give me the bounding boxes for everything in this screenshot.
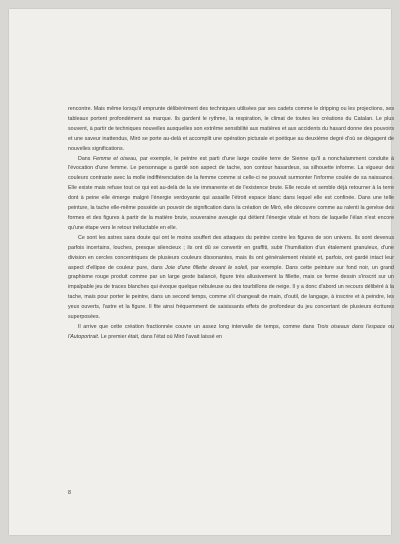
- text-run: . Le premier était, dans l'état où Miró l'avait laissé en: [97, 333, 223, 340]
- paragraph: [68, 155, 394, 234]
- page-number: 8: [68, 490, 71, 496]
- artwork-title: Trois oiseaux dans l'espace: [316, 323, 386, 330]
- artwork-title: Joie d'une fillette devant le soleil: [165, 264, 247, 271]
- body-text: [68, 105, 394, 343]
- text-run: , par exemple. Dans cette peinture sur fond noir, un grand graphisme rouge produit comme par un large geste balancé, figure très allusivement la fillette, mais ce ferme dessin s'inscrit sur un impalpable jeu de traces blanches qui évoque quelque nébuleuse ou des tourbillons de neige. Il y a donc d'abord un recours délibéré à la tache, mais pour porter le peintre, dans un second temps, comme s'il changeait de main, d'outil, de langage, à inscrire et à peindre, les yeux ouverts, l'astre et la figure. Il fite ainsi fréquemment de saisissants effets de profondeur du jeu concertant de plusieurs écritures superposées.: [68, 264, 395, 321]
- paragraph: [68, 323, 394, 343]
- text-run: , par exemple, le peintre est parti d'une large coulée terre de Sienne qu'il a nonchalamment conduite à l'évocation d'une femme. Le personnage a gardé son aspect de tache, son contour hasardeux, sa silhouette informe. La vigueur des couleurs contraste avec la molle indifférenciation de la femme comme si celle-ci ne pouvait surmonter l'informe coulée de sa naissance. Elle existe mais refuse tout ce qui est au-delà de la vie immanente et de l'existence brute. Elle recule et semble déjà retourner à la terre dont à peine elle émerge malgré l'énergie verdoyante qui assaille l'étroit espace blanc dans lequel elle est confinée. Dans une telle peinture, la tache elle-même possède un pouvoir de signification dans la création de Miró, elle découvre comme au ralenti la genèse des formes et des figures à partir de la matière brute, souveraine aveugle qui détient l'énergie vitale et hors de laquelle l'élan n'est encore qu'une étape vers le retour inéluctable en elle.: [68, 155, 394, 231]
- paragraph: [68, 234, 394, 323]
- text-run: rencontre. Mais même lorsqu'il emprunte délibérément des techniques utilisées par ses cadets comme le dripping ou les projections, ses tableaux portent profondément sa marque. Ils gardent le rythme, la respiration, le climat de toutes les créations du Catalan. Le plus souvent, à partir de techniques nouvelles auxquelles son extrême sensibilité aux matières et aux accidents du hasard donne des pouvoirs et une saveur inattendus, Miró se porte au-delà et accomplit une opération picturale et poétique au deuxième degré d'où se dégagent de nouvelles significations.: [68, 106, 394, 152]
- artwork-title: l'Autoportrait: [68, 333, 98, 340]
- text-run: Ce sont les astres sans doute qui ont le moins souffert des attaques du peintre contre les figures de son univers. Ils sont devenus parfois incertains, louches, presque silencieux ; ils ont dû se convertir en graffiti, subir l'humiliation d'un étalement granuleux, d'une division en cercles concentriques de plusieurs couleurs dissonantes, mais ils ont généralement résisté et, parfois, ont gardé intact leur aspect d'ellipse de couleur pure, dans: [68, 234, 394, 271]
- paragraph: [68, 105, 394, 155]
- text-run: ou: [385, 323, 395, 330]
- book-page: [9, 9, 395, 535]
- text-run: Dans: [78, 155, 93, 162]
- artwork-title: Femme et oiseau: [92, 155, 137, 162]
- text-run: Il arrive que cette création fractionnée couvre un assez long intervalle de temps, comme dans: [78, 323, 317, 330]
